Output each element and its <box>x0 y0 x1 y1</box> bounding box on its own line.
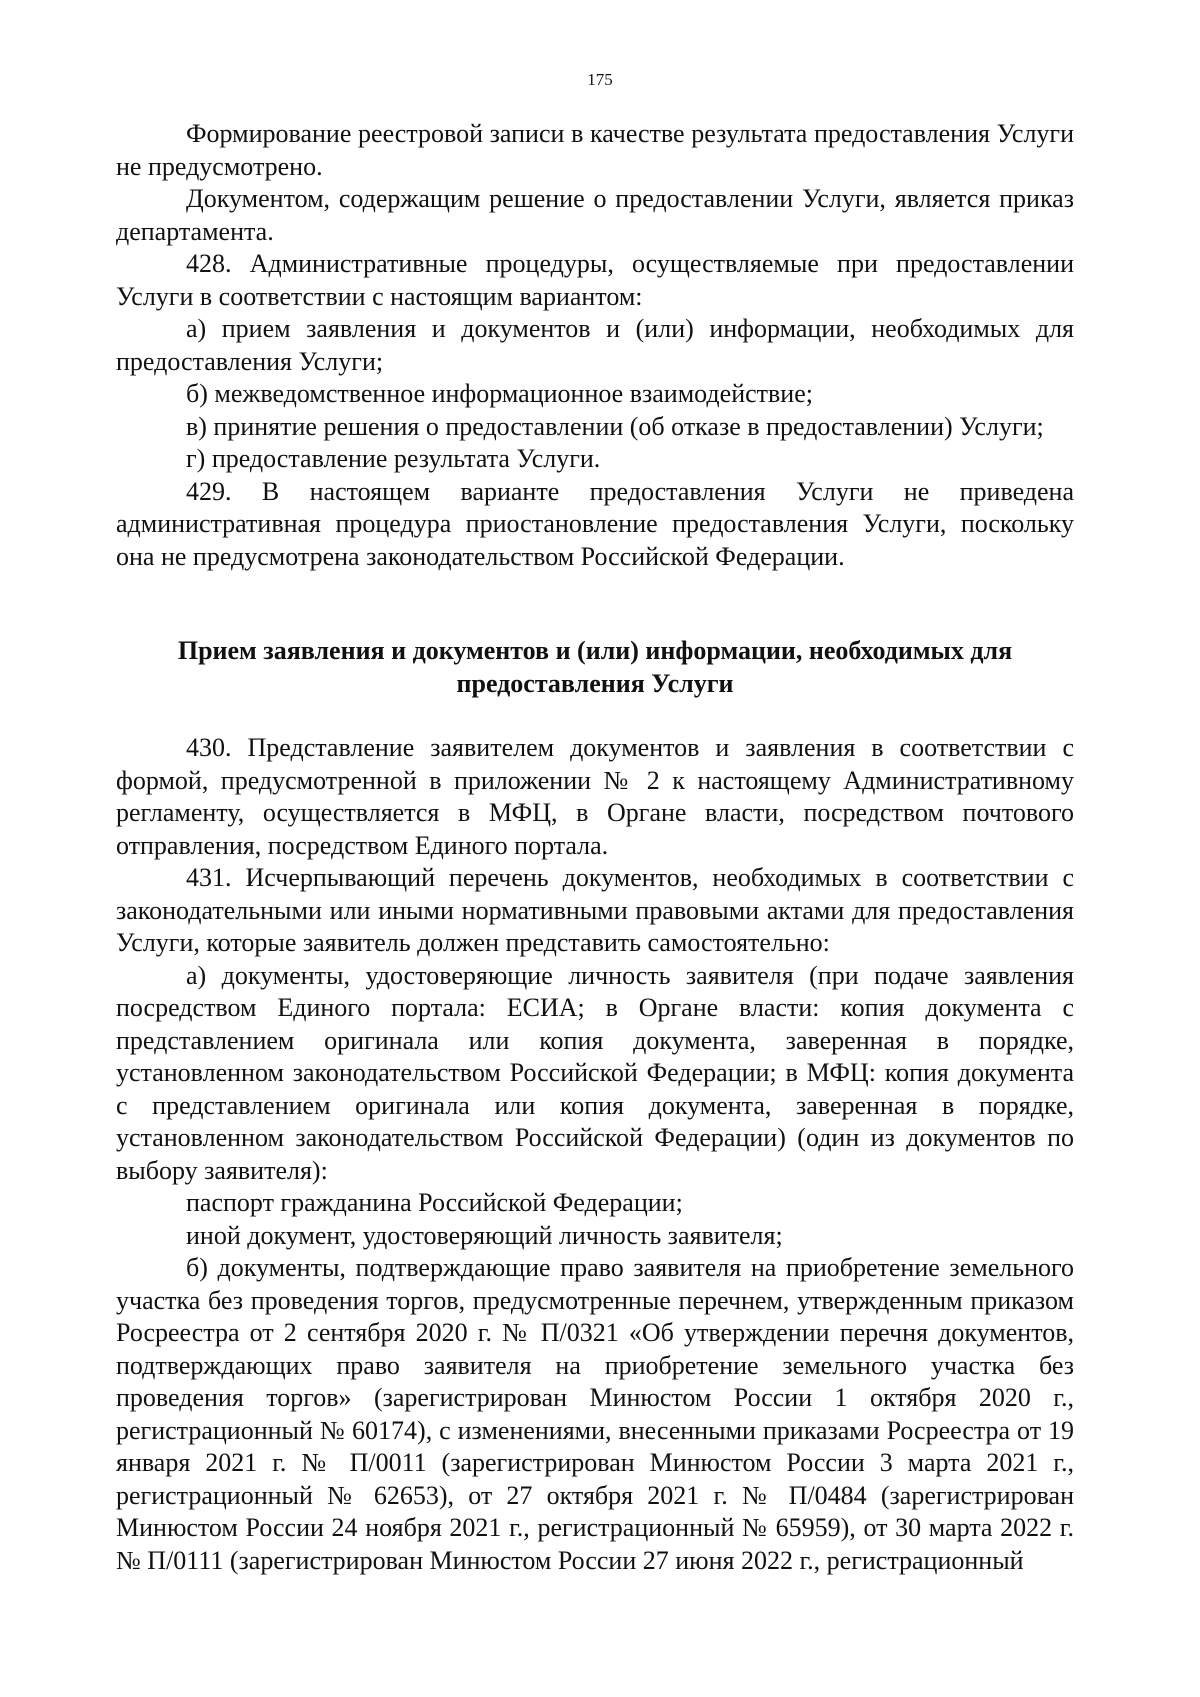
page-number: 175 <box>587 70 613 89</box>
list-item-other-identity-document: иной документ, удостоверяющий личность заявителя; <box>186 1220 783 1250</box>
list-item-b-land-right-documents: б) документы, подтверждающие право заявителя на приобретение земельного участка без проведения торгов, предусмотренные перечнем, утвержденным приказом Росреестра от 2 сентября 2020 г. № П/0321 «Об утверждении перечня документов, подтверждающих право заявителя на приобретение земельного участка без проведения торгов» (зарегистрирован Минюстом России 1 октября 2020 г., регистрационный № 60174), с изменениями, внесенными приказами Росреестра от 19 января 2021 г. № П/0011 (зарегистрирован Минюстом России 3 марта 2021 г., регистрационный № 62653), от 27 октября 2021 г. № П/0484 (зарегистрирован Минюстом России 24 ноября 2021 г., регистрационный № 65959), от 30 марта 2022 г. № П/0111 (зарегистрирован Минюстом России 27 июня 2022 г., регистрационный <box>116 1253 1074 1575</box>
paragraph-registry-record: Формирование реестровой записи в качестве результата предоставления Услуги не предусмотрено. <box>116 119 1074 181</box>
paragraph-430: 430. Представление заявителем документов и заявления в соответствии с формой, предусмотренной в приложении № 2 к настоящему Административному регламенту, осуществляется в МФЦ, в Органе власти, посредством почтового отправления, посредством Единого портала. <box>116 733 1074 860</box>
list-item-a: а) прием заявления и документов и (или) информации, необходимых для предоставления Услуги; <box>116 314 1074 376</box>
section-heading-line-1: Прием заявления и документов и (или) информации, необходимых для <box>177 636 1013 665</box>
list-item-passport: паспорт гражданина Российской Федерации; <box>186 1188 683 1217</box>
section-heading-line-2: предоставления Услуги <box>456 668 734 698</box>
paragraph-decision-document: Документом, содержащим решение о предоставлении Услуги, является приказ департамента. <box>116 184 1074 246</box>
section-heading <box>116 635 1074 700</box>
list-item-b: б) межведомственное информационное взаимодействие; <box>186 379 813 408</box>
paragraph-429: 429. В настоящем варианте предоставления Услуги не приведена административная процедура приостановление предоставления Услуги, поскольку она не предусмотрена законодательством Российской Федерации. <box>116 476 1074 571</box>
list-item-a-identity-documents: а) документы, удостоверяющие личность заявителя (при подаче заявления посредством Единого портала: ЕСИА; в Органе власти: копия документа с представлением оригинала или копия документа, заверенная в порядке, установленном законодательством Российской Федерации; в МФЦ: копия документа с представлением оригинала или копия документа, заверенная в порядке, установленном законодательством Российской Федерации) (один из документов по выбору заявителя): <box>116 960 1074 1185</box>
list-item-v: в) принятие решения о предоставлении (об отказе в предоставлении) Услуги; <box>186 411 1044 441</box>
document-body <box>116 118 1074 1577</box>
list-item-g: г) предоставление результата Услуги. <box>186 444 601 473</box>
paragraph-431: 431. Исчерпывающий перечень документов, необходимых в соответствии с законодательными или иными нормативными правовыми актами для предоставления Услуги, которые заявитель должен представить самостоятельно: <box>116 863 1074 957</box>
paragraph-428: 428. Административные процедуры, осуществляемые при предоставлении Услуги в соответствии с настоящим вариантом: <box>116 249 1074 311</box>
